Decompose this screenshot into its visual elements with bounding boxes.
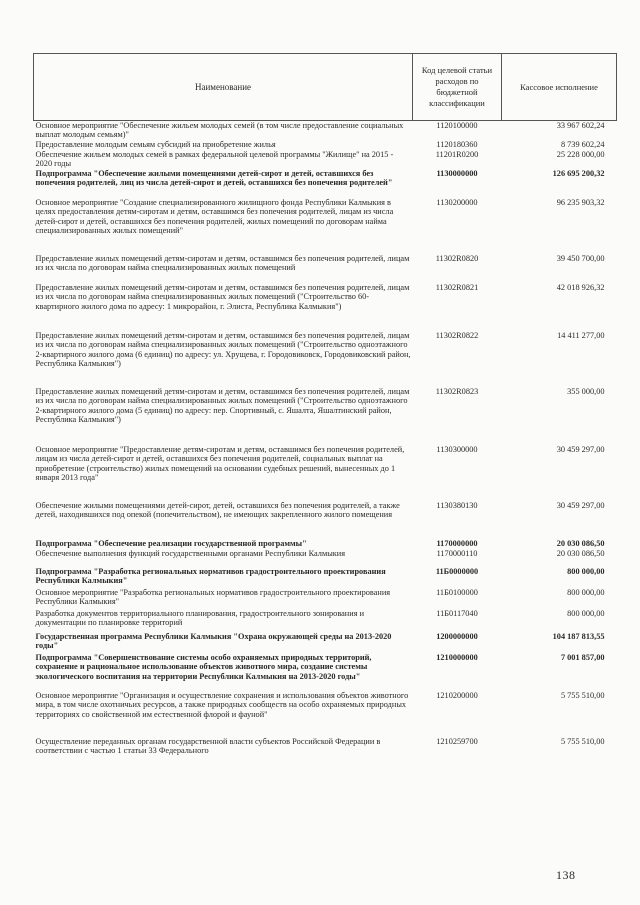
- row-amount: 7 001 857,00: [560, 652, 605, 662]
- page-number: 138: [556, 868, 576, 882]
- row-code: 11Б0117040: [436, 608, 478, 618]
- row-code: 1210200000: [436, 690, 478, 700]
- row-code: 1200000000: [436, 631, 478, 641]
- row-name: Обеспечение жильем молодых семей в рамках федеральной целевой программы "Жилище" на 2015 - 2020 годы: [35, 149, 394, 169]
- row-amount: 96 235 903,32: [556, 197, 605, 207]
- row-amount: 14 411 277,00: [557, 330, 605, 340]
- row-amount: 5 755 510,00: [560, 736, 605, 746]
- row-name: Основное мероприятие "Обеспечение жильем молодых семей (в том числе предоставление социальных выплат молодым семьям)": [35, 121, 404, 140]
- row-name: Предоставление жилых помещений детям-сиротам и детям, оставшимся без попечения родителей, лицам из их числа по договорам найма специализированных жилых помещений ("Строительство 60-квартирного жилого дома по адресу: 1 микрорайон, г. Элиста, Республика Калмыкия"): [35, 282, 410, 311]
- row-code: 1210259700: [436, 736, 478, 746]
- row-code: 11302R0822: [435, 330, 479, 340]
- row-code: 1120180360: [436, 139, 478, 149]
- row-amount: 30 459 297,00: [556, 500, 605, 510]
- row-name: Основное мероприятие "Предоставление детям-сиротам и детям, оставшимся без попечения родителей, лицам из числа детей-сирот и детей, оставшихся без попечения родителей, социальных выплат на приобретение (строительство) жилых помещений на основании судебных решений, вынесенных до 1 января 2013 года": [35, 444, 405, 483]
- row-amount: 39 450 700,00: [556, 253, 605, 263]
- row-name: Основное мероприятие "Организация и осуществление сохранения и использования объектов животного мира, в том числе охотничьих ресурсов, а также природных сообществ на особо охраняемых природных территориях со свойственной им естественной флорой и фауной": [35, 690, 409, 719]
- table-row: [34, 198, 617, 254]
- table-row: [34, 121, 617, 140]
- row-amount: 30 459 297,00: [556, 444, 605, 454]
- table-row: [34, 169, 617, 198]
- table-row: [34, 632, 617, 653]
- row-amount: 104 187 813,55: [552, 631, 605, 641]
- expenditure-table: [33, 53, 617, 756]
- row-name: Основное мероприятие "Разработка региональных нормативов градостроительного проектирования Республики Калмыкия": [35, 587, 391, 607]
- row-code: 1130300000: [436, 444, 478, 454]
- row-name: Разработка документов территориального планирования, градостроительного зонирования и документации по планировке территорий: [35, 608, 365, 628]
- row-amount: 800 000,00: [567, 587, 605, 597]
- row-name: Предоставление жилых помещений детям-сиротам и детям, оставшимся без попечения родителей, лицам из их числа по договорам найма специализированных жилых помещений ("Строительство одноэтажного 2-квартирного жилого дома (5 единиц) по адресу: пер. Спортивный, с. Яшалта, Яшалтинский район, Республика Калмыкия"): [35, 386, 410, 425]
- row-code: 11Б0000000: [435, 566, 479, 576]
- row-code: 1120100000: [436, 121, 478, 130]
- row-name: Подпрограмма "Обеспечение реализации государственной программы": [35, 538, 307, 548]
- table-header-row: [34, 54, 617, 121]
- row-amount: 20 030 086,50: [556, 548, 605, 558]
- row-code: 1130000000: [436, 168, 478, 178]
- header-code: Код целевой статьи расходов по бюджетной классификации: [413, 54, 502, 121]
- row-name: Предоставление жилых помещений детям-сиротам и детям, оставшимся без попечения родителей, лицам из их числа по договорам найма специализированных жилых помещений ("Строительство одноэтажного 2-квартирного жилого дома (6 единиц) по адресу: ул. Хрущева, г. Городовиковск, Городовиковский район, Республика Калмыкия"): [35, 330, 411, 369]
- table-row: [34, 588, 617, 609]
- row-code: 1130380130: [436, 500, 478, 510]
- row-amount: 8 739 602,24: [560, 139, 605, 149]
- row-name: Осуществление переданных органам государственной власти субъектов Российской Федерации в соответствии с частью 1 статьи 33 Федерального: [35, 736, 381, 756]
- table-row: [34, 331, 617, 387]
- row-amount: 800 000,00: [567, 566, 605, 576]
- row-code: 1210000000: [436, 652, 478, 662]
- table-row: [34, 567, 617, 588]
- row-name: Государственная программа Республики Калмыкия "Охрана окружающей среды на 2013-2020 годы": [35, 631, 392, 651]
- row-amount: 33 967 602,24: [556, 121, 605, 130]
- row-name: Подпрограмма "Совершенствование системы особо охраняемых природных территорий, сохранение и рациональное использование объектов животного мира, создание системы экологического воспитания на территории Республики Калмыкия на 2013-2020 годы": [35, 652, 372, 681]
- table-body: [34, 121, 617, 756]
- row-amount: 5 755 510,00: [560, 690, 605, 700]
- row-code: 11302R0820: [435, 253, 479, 263]
- row-name: Предоставление жилых помещений детям-сиротам и детям, оставшимся без попечения родителей, лицам из их числа по договорам найма специализированных жилых помещений: [35, 253, 410, 273]
- row-name: Подпрограмма "Разработка региональных нормативов градостроительного проектирования Республики Калмыкия": [35, 566, 386, 586]
- table-row: [34, 539, 617, 549]
- row-code: 1170000000: [436, 538, 478, 548]
- table-row: [34, 653, 617, 691]
- table-row: [34, 549, 617, 567]
- row-name: Обеспечение выполнения функций государственными органами Республики Калмыкия: [35, 548, 346, 558]
- header-name: Наименование: [34, 54, 413, 121]
- table-row: [34, 737, 617, 756]
- table-row: [34, 691, 617, 737]
- row-code: 11302R0823: [435, 386, 479, 396]
- table-row: [34, 445, 617, 501]
- row-name: Подпрограмма "Обеспечение жилыми помещениями детей-сирот и детей, оставшихся без попечения родителей, лиц из числа детей-сирот и детей, оставшихся без попечения родителей": [35, 168, 393, 188]
- table-row: [34, 140, 617, 150]
- row-code: 11Б0100000: [436, 587, 478, 597]
- table-row: [34, 501, 617, 539]
- row-code: 11201R0200: [435, 149, 479, 159]
- row-amount: 42 018 926,32: [556, 282, 605, 292]
- row-code: 11302R0821: [435, 282, 479, 292]
- row-code: 1170000110: [436, 548, 478, 558]
- row-code: 1130200000: [436, 197, 478, 207]
- table-row: [34, 283, 617, 331]
- row-amount: 25 228 000,00: [556, 149, 605, 159]
- row-name: Обеспечение жилыми помещениями детей-сирот, детей, оставшихся без попечения родителей, а также детей, находившихся под опекой (попечительством), не имеющих закрепленного жилого помещения: [35, 500, 400, 520]
- row-amount: 126 695 200,32: [552, 168, 605, 178]
- header-amount: Кассовое исполнение: [502, 54, 617, 121]
- table-row: [34, 150, 617, 169]
- table-row: [34, 387, 617, 445]
- row-amount: 800 000,00: [567, 608, 605, 618]
- row-name: Основное мероприятие "Создание специализированного жилищного фонда Республики Калмыкия в целях предоставления детям-сиротам и детям, оставшимся без попечения родителей, лицам из числа детей-сирот и детей, оставшихся без попечения родителей, жилых помещений по договорам найма специализированных жилых помещений": [35, 197, 394, 236]
- row-amount: 355 000,00: [567, 386, 605, 396]
- row-name: Предоставление молодым семьям субсидий на приобретение жилья: [35, 139, 276, 149]
- table-row: [34, 609, 617, 632]
- row-amount: 20 030 086,50: [556, 538, 605, 548]
- table-row: [34, 254, 617, 283]
